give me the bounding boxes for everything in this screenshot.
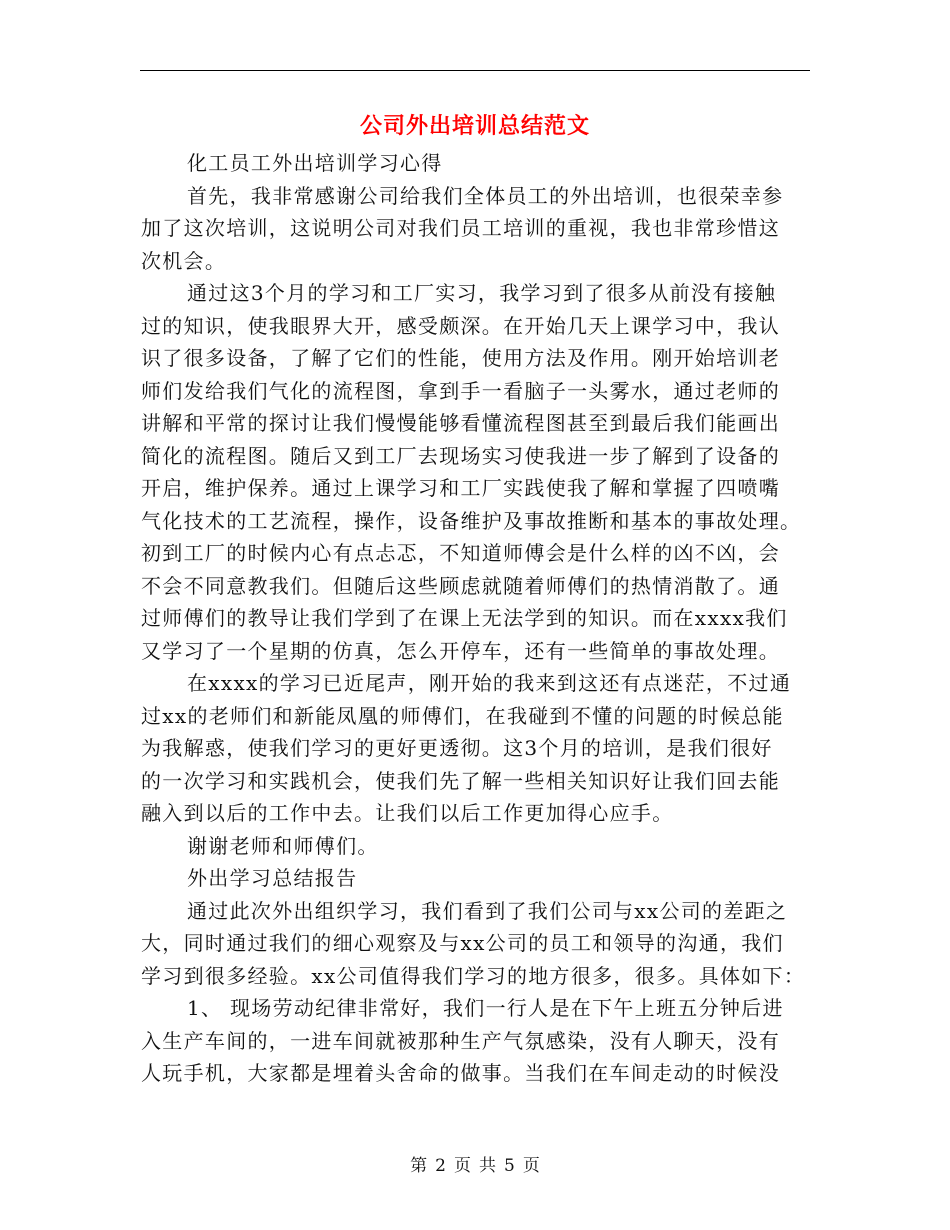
document-body xyxy=(141,147,811,1090)
body-line: 加了这次培训，这说明公司对我们员工培训的重视，我也非常珍惜这 xyxy=(141,216,780,240)
footer-page-current: 2 xyxy=(435,1156,446,1176)
document-title: 公司外出培训总结范文 xyxy=(359,113,590,139)
body-line: 1、 现场劳动纪律非常好，我们一行人是在下午上班五分钟后进 xyxy=(187,996,784,1020)
body-line: 为我解惑，使我们学习的更好更透彻。这3个月的培训，是我们很好 xyxy=(141,736,773,760)
footer-mid1: 页 xyxy=(454,1156,471,1176)
footer-prefix: 第 xyxy=(410,1156,428,1176)
body-line: 大，同时通过我们的细心观察及与xx公司的员工和领导的沟通，我们 xyxy=(141,931,784,955)
body-line: 讲解和平常的探讨让我们慢慢能够看懂流程图甚至到最后我们能画出 xyxy=(141,411,780,435)
body-line: 过师傅们的教导让我们学到了在课上无法学到的知识。而在xxxx我们 xyxy=(141,606,788,630)
body-line: 又学习了一个星期的仿真，怎么开停车，还有一些简单的事故处理。 xyxy=(141,638,780,663)
header-rule xyxy=(140,70,810,71)
page-footer xyxy=(0,1154,950,1178)
body-line: 过xx的老师们和新能凤凰的师傅们，在我碰到不懂的问题的时候总能 xyxy=(141,703,784,728)
body-line: 融入到以后的工作中去。让我们以后工作更加得心应手。 xyxy=(141,801,674,825)
body-line: 过的知识，使我眼界大开，感受颇深。在开始几天上课学习中，我认 xyxy=(141,313,780,338)
body-line: 谢谢老师和师傅们。 xyxy=(187,833,379,858)
body-line: 通过此次外出组织学习，我们看到了我们公司与xx公司的差距之 xyxy=(187,898,788,923)
body-line: 化工员工外出培训学习心得 xyxy=(187,151,443,175)
footer-mid2: 共 xyxy=(479,1156,496,1176)
body-line: 简化的流程图。随后又到工厂去现场实习使我进一步了解到了设备的 xyxy=(141,443,780,468)
body-line: 外出学习总结报告 xyxy=(187,866,358,890)
body-line: 的一次学习和实践机会，使我们先了解一些相关知识好让我们回去能 xyxy=(141,768,780,793)
body-line: 在xxxx的学习已近尾声，刚开始的我来到这还有点迷茫，不过通 xyxy=(187,671,792,695)
body-line: 首先，我非常感谢公司给我们全体员工的外出培训，也很荣幸参 xyxy=(187,183,784,208)
body-line: 人玩手机，大家都是埋着头舍命的做事。当我们在车间走动的时候没 xyxy=(141,1061,780,1085)
body-line: 入生产车间的，一进车间就被那种生产气氛感染，没有人聊天，没有 xyxy=(141,1028,780,1053)
body-line: 师们发给我们气化的流程图，拿到手一看脑子一头雾水，通过老师的 xyxy=(141,378,780,403)
body-line: 通过这3个月的学习和工厂实习，我学习到了很多从前没有接触 xyxy=(187,281,777,305)
body-line: 识了很多设备，了解了它们的性能，使用方法及作用。刚开始培训老 xyxy=(141,346,780,370)
body-line: 初到工厂的时候内心有点忐忑，不知道师傅会是什么样的凶不凶，会 xyxy=(141,541,780,565)
footer-suffix: 页 xyxy=(522,1156,540,1176)
body-line: 学习到很多经验。xx公司值得我们学习的地方很多，很多。具体如下： xyxy=(141,963,806,988)
body-line: 次机会。 xyxy=(141,248,227,273)
footer-page-total: 5 xyxy=(504,1156,515,1176)
body-line: 不会不同意教我们。但随后这些顾虑就随着师傅们的热情消散了。通 xyxy=(141,573,780,598)
body-line: 开启，维护保养。通过上课学习和工厂实践使我了解和掌握了四喷嘴 xyxy=(141,476,780,500)
body-line: 气化技术的工艺流程，操作，设备维护及事故推断和基本的事故处理。 xyxy=(141,508,802,533)
